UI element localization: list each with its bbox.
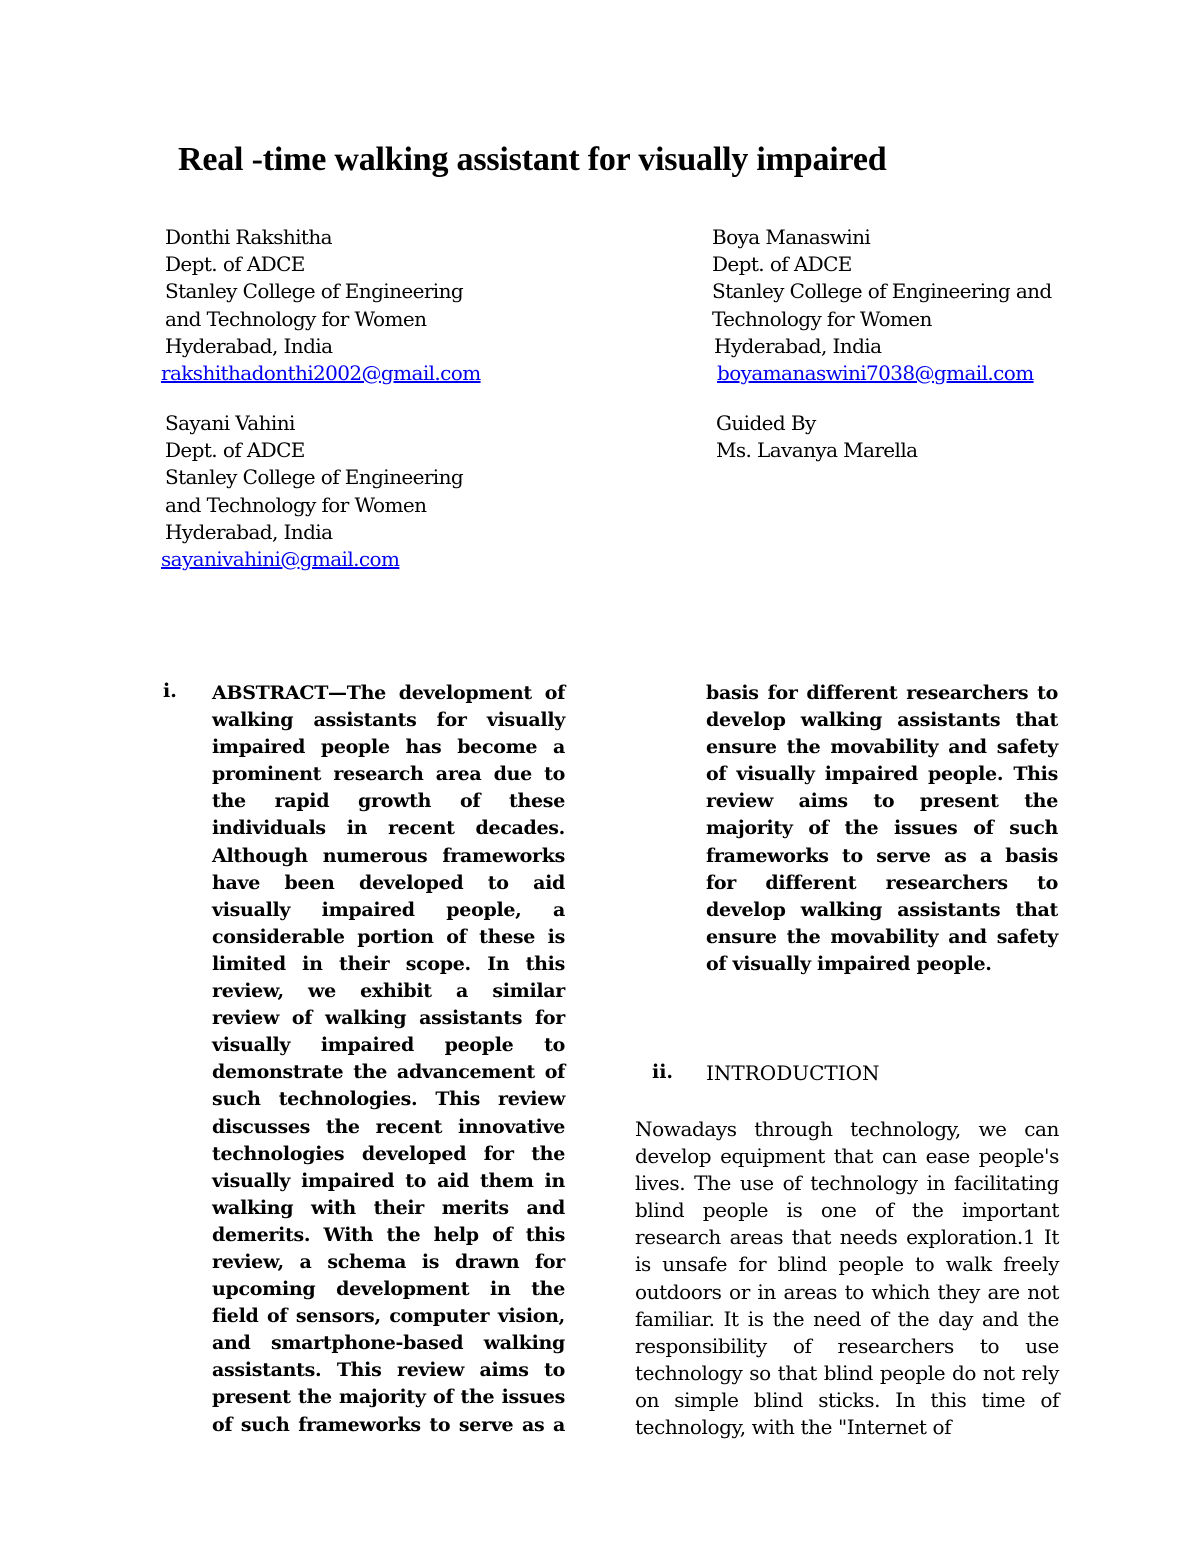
abstract-text-col2 — [706, 680, 1058, 978]
author-affiliation: Stanley College of Engineering — [165, 279, 464, 304]
author-affiliation: and Technology for Women — [165, 306, 427, 331]
author-affiliation: and Technology for Women — [165, 492, 427, 517]
abstract-text-col1 — [212, 680, 565, 1439]
author-location: Hyderabad, India — [165, 519, 333, 544]
guide-label: Guided By — [716, 411, 816, 435]
author-block-3 — [161, 410, 464, 573]
author-dept: Dept. of ADCE — [712, 252, 852, 277]
section-number: i. — [163, 680, 177, 702]
author-block-2 — [712, 224, 1052, 387]
author-name: Boya Manaswini — [712, 225, 871, 249]
author-email-link[interactable]: rakshithadonthi2002@gmail.com — [161, 361, 481, 386]
author-location: Hyderabad, India — [165, 333, 333, 358]
paper-title: Real -time walking assistant for visually impaired — [178, 141, 887, 178]
author-name: Sayani Vahini — [165, 411, 295, 435]
author-affiliation: Stanley College of Engineering and — [712, 279, 1052, 304]
author-affiliation: Stanley College of Engineering — [165, 465, 464, 490]
author-email-link[interactable]: sayanivahini@gmail.com — [161, 547, 400, 572]
guide-name: Ms. Lavanya Marella — [716, 438, 918, 463]
introduction-heading: INTRODUCTION — [706, 1061, 880, 1085]
abstract-body-continued: basis for different researchers to develop walking assistants that ensure the movability and safety of visually impaired people. This review aims to present the majority of the issues of such frameworks to serve as a basis for different researchers to develop walking assistants that ensure the movability and safety of visually impaired people. — [706, 682, 1058, 975]
author-name: Donthi Rakshitha — [165, 225, 332, 249]
author-dept: Dept. of ADCE — [165, 252, 305, 277]
author-email-link[interactable]: boyamanaswini7038@gmail.com — [717, 361, 1034, 386]
section-number: ii. — [652, 1061, 674, 1083]
author-location: Hyderabad, India — [714, 333, 882, 358]
author-affiliation: Technology for Women — [712, 306, 932, 331]
guide-block — [716, 410, 917, 464]
abstract-body: ABSTRACT—The development of walking assistants for visually impaired people has become a prominent research area due to the rapid growth of these individuals in recent decades. Although numerous frameworks have been developed to aid visually impaired people, a considerable portion of these is limited in their scope. In this review, we exhibit a similar review of walking assistants for visually impaired people to demonstrate the advancement of such technologies. This review discusses the recent innovative technologies developed for the visually impaired to aid them in walking with their merits and demerits. With the help of this review, a schema is drawn for upcoming development in the field of sensors, computer vision, and smartphone-based walking assistants. This review aims to present the majority of the issues of such frameworks to serve as a — [212, 682, 565, 1436]
author-block-1 — [161, 224, 481, 387]
introduction-body: Nowadays through technology, we can develop equipment that can ease people's lives. The use of technology in facilitating blind people is one of the important research areas that needs exploration.1 It is unsafe for blind people to walk freely outdoors or in areas to which they are not familiar. It is the need of the day and the responsibility of researchers to use technology so that blind people do not rely on simple blind sticks. In this time of technology, with the "Internet of — [635, 1117, 1059, 1440]
author-dept: Dept. of ADCE — [165, 438, 305, 463]
